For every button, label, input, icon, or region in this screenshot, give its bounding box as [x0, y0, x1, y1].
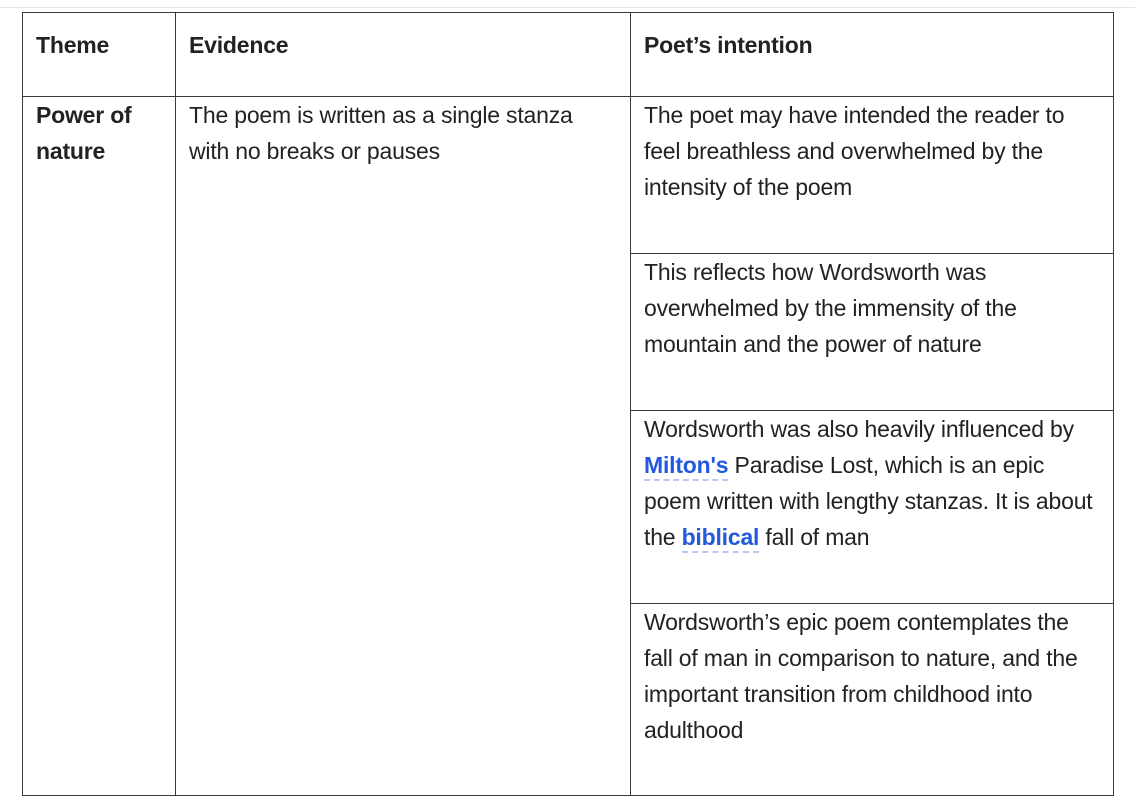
table-row — [23, 97, 1114, 254]
header-evidence: Evidence — [176, 13, 631, 97]
miltons-glossary-link[interactable]: Milton's — [644, 452, 728, 481]
intention-text: Wordsworth was also heavily influenced by — [644, 416, 1074, 442]
biblical-glossary-link[interactable]: biblical — [682, 524, 760, 553]
header-poets-intention: Poet’s intention — [631, 13, 1114, 97]
intention-text: Paradise Lost, which is an epic poem written with lengthy stanzas. It is about the — [644, 452, 1093, 550]
header-theme: Theme — [23, 13, 176, 97]
theme-cell: Power of nature — [23, 97, 176, 796]
intention-cell — [631, 411, 1114, 604]
top-divider — [0, 7, 1135, 8]
intention-cell: The poet may have intended the reader to feel breathless and overwhelmed by the intensity of the poem — [631, 97, 1114, 254]
table-header-row — [23, 13, 1114, 97]
theme-evidence-table — [22, 12, 1114, 796]
evidence-cell: The poem is written as a single stanza with no breaks or pauses — [176, 97, 631, 796]
intention-cell: This reflects how Wordsworth was overwhelmed by the immensity of the mountain and the power of nature — [631, 254, 1114, 411]
intention-cell: Wordsworth’s epic poem contemplates the fall of man in comparison to nature, and the important transition from childhood into adulthood — [631, 604, 1114, 796]
intention-text: fall of man — [759, 524, 870, 550]
